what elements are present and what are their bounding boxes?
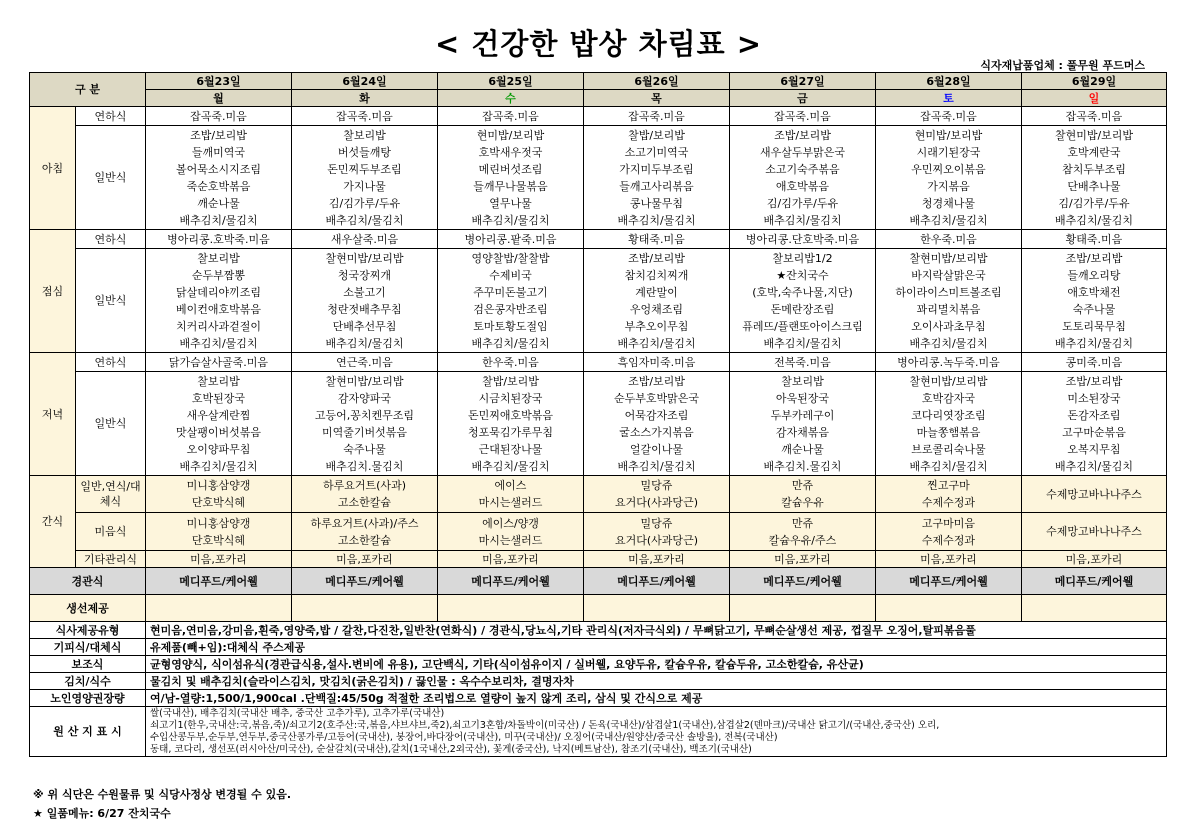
menu-item: 밀당쥬 [640,516,673,530]
menu-item: 계란말이 [635,285,678,299]
supplier-label: 식자재납품업체 : 풀무원 푸드머스 [980,59,1145,72]
soft-meal: 새우살죽.미음 [292,230,438,249]
soft-meal: 한우죽.미음 [876,230,1022,249]
menu-item: 하이라이스미트볼조림 [895,285,1002,299]
menu-item: 찰현미밥/보리밥 [909,251,988,265]
menu-item: 김/김가루/두유 [1058,196,1130,210]
menu-item: 꽈리멸치볶음 [916,302,981,316]
general-meal [730,249,876,353]
menu-item: 배추김치/물김치 [763,336,842,350]
menu-item: 수제망고바나나주스 [1046,487,1142,501]
footnote-change: ※ 위 식단은 수원물류 및 식당사정상 변경될 수 있음. [33,788,292,801]
general-meal [1022,372,1167,476]
info-value: 유제품(빼+임):대체식 주스제공 [146,639,1167,656]
menu-item: 소고기미역국 [624,145,689,159]
origin-value [146,707,1167,757]
snack-general [146,476,292,513]
menu-item: 돈감자조림 [1067,408,1121,422]
menu-item: 칼슘우유/주스 [768,533,837,547]
soft-meal: 닭가슴살사골죽.미음 [146,353,292,372]
tube-meal: 메디푸드/케어웰 [438,568,584,595]
menu-item: 들깨오리탕 [1067,268,1121,282]
weekday-header: 수 [438,90,584,107]
menu-item: 호박계란국 [1067,145,1121,159]
soft-label: 연하식 [76,353,146,372]
soft-meal: 콩미죽.미음 [1022,353,1167,372]
menu-item: 배추김치.물김치 [325,459,404,473]
info-value: 균형영양식, 식이섬유식(경관급식용,설사.변비에 유용), 고단백식, 기타(식이섬유이지 / 실버웰, 요양두유, 칼슘우유, 칼슘두유, 고소한칼슘, 유산균) [146,656,1167,673]
menu-item: 애호박채전 [1067,285,1121,299]
general-label: 일반식 [76,372,146,476]
tube-meal: 메디푸드/케어웰 [584,568,730,595]
snack-other: 미음,포카리 [292,551,438,568]
menu-item: 찰현미밥/보리밥 [909,374,988,388]
snack-general-label: 일반,연식/대체식 [76,476,146,513]
snack-rice [876,513,1022,551]
general-meal [876,372,1022,476]
menu-item: 찰보리밥1/2 [772,251,833,265]
menu-item: 현미밥/보리밥 [476,128,545,142]
menu-item: 찰보리밥 [197,251,240,265]
meal-label: 저녁 [30,353,76,476]
menu-item: 조밥/보리밥 [190,128,247,142]
fish-cell [584,595,730,622]
info-label: 노인영양권장량 [30,690,146,707]
general-meal [292,249,438,353]
snack-other: 미음,포카리 [730,551,876,568]
fish-cell [292,595,438,622]
snack-rice [1022,513,1167,551]
tube-meal: 메디푸드/케어웰 [292,568,438,595]
general-label: 일반식 [76,126,146,230]
menu-item: 깨순나물 [197,196,240,210]
menu-item: 배추김치/물김치 [179,336,258,350]
fish-cell [876,595,1022,622]
weekday-header: 일 [1022,90,1167,107]
fish-cell [438,595,584,622]
menu-item: (호박,숙주나물,지단) [752,285,853,299]
menu-item: 닭살데리야끼조림 [175,285,261,299]
general-meal [146,126,292,230]
menu-item: 배추김치/물김치 [617,459,696,473]
menu-item: 배추김치/물김치 [1054,213,1134,227]
menu-item: 배추김치/물김치 [325,213,404,227]
menu-item: 찰현미밥/보리밥 [1054,128,1134,142]
menu-item: 숙주나물 [1072,302,1116,316]
fish-cell [1022,595,1167,622]
menu-item: 숙주나물 [343,442,386,456]
snack-rice [146,513,292,551]
menu-item: 조밥/보리밥 [628,374,685,388]
general-meal [876,249,1022,353]
menu-item: 얼갈이나물 [629,442,684,456]
menu-item: 요거다(사과당근) [615,533,698,547]
menu-item: 배추김치/물김치 [909,336,988,350]
info-label: 기피식/대체식 [30,639,146,656]
menu-item: 미소된장국 [1067,391,1121,405]
menu-item: 배추김치/물김치 [763,213,842,227]
menu-item: 죽순호박볶음 [186,179,251,193]
menu-item: 퓨레뜨/플랜또아이스크림 [742,319,863,333]
menu-item: 돈민찌애호박볶음 [467,408,553,422]
general-meal [584,372,730,476]
general-meal [730,372,876,476]
snack-general [1022,476,1167,513]
general-meal [1022,249,1167,353]
menu-item: 깨순나물 [781,442,824,456]
tube-meal: 메디푸드/케어웰 [730,568,876,595]
menu-item: 만쥬 [791,479,814,492]
fish-label: 생선제공 [30,595,146,622]
menu-item: 부추오이무침 [624,319,689,333]
date-header: 6월26일 [584,73,730,90]
soft-label: 연하식 [76,230,146,249]
page-title: < 건강한 밥상 차림표 > [434,27,763,61]
menu-table [29,72,1167,757]
menu-item: 우민찌오이볶음 [911,162,986,176]
menu-item: 고구마순볶음 [1062,425,1126,439]
soft-meal: 한우죽.미음 [438,353,584,372]
menu-item: 배추김치/물김치 [471,459,550,473]
menu-item: 고구마미음 [921,516,976,530]
info-value: 물김치 및 배추김치(슬라이스김치, 맛김치(굵은김치) / 끓인물 : 옥수수보리차, 결명자차 [146,673,1167,690]
menu-item: 찰보리밥 [197,374,240,388]
menu-item: 미역줄기버섯볶음 [321,425,407,439]
soft-meal: 병아리콩.녹두죽.미음 [876,353,1022,372]
soft-meal: 병아리콩.단호박죽.미음 [730,230,876,249]
menu-item: 마늘쫑햄볶음 [916,425,981,439]
menu-item: 배추김치/물김치 [617,336,696,350]
menu-item: 볼어묵소시지조림 [175,162,261,176]
meal-label: 간식 [30,476,76,568]
soft-meal: 전복죽.미음 [730,353,876,372]
menu-item: 브로콜리숙나물 [911,442,986,456]
menu-item: 열무나물 [489,196,532,210]
menu-item: 애호박볶음 [775,179,830,193]
menu-item: 아욱된장국 [775,391,830,405]
origin-line: 쌀(국내산), 배추김치(국내산 배추, 중국산 고추가루), 고추가루(국내산) [150,707,445,719]
menu-item: 에이스/양갱 [482,516,539,530]
menu-item: 에이스 [494,479,527,492]
menu-item: 단배추선무침 [332,319,397,333]
info-value: 여/남-열량:1,500/1,900cal .단백질:45/50g 적절한 조리법으로 열량이 높지 않게 조리, 삼식 및 간식으로 제공 [146,690,1167,707]
menu-item: 찰현미밥/보리밥 [325,374,404,388]
menu-item: 배추김치/물김치 [1054,336,1134,350]
soft-meal: 잡곡죽.미음 [292,107,438,126]
menu-item: 마시는샐러드 [478,533,543,547]
snack-other: 미음,포카리 [584,551,730,568]
menu-item: 호박감자국 [921,391,976,405]
snack-rice [730,513,876,551]
menu-item: 코다리엿장조림 [911,408,986,422]
meal-label: 아침 [30,107,76,230]
tube-meal: 메디푸드/케어웰 [1022,568,1167,595]
menu-item: ★잔치국수 [776,268,829,282]
origin-line: 동태, 코다리, 생선포(러시아산/미국산), 순살갈치(국내산),갈치(1국내산,2외국산), 꽃게(중국산), 낙지(베트남산), 참조기(국내산), 백조기(국내산) [150,743,752,755]
fish-cell [146,595,292,622]
menu-item: 찰밥/보리밥 [628,128,685,142]
menu-item: 조밥/보리밥 [628,251,685,265]
snack-general [876,476,1022,513]
menu-item: 찰밥/보리밥 [482,374,539,388]
weekday-header: 월 [146,90,292,107]
menu-item: 들깨고사리볶음 [619,179,694,193]
menu-item: 소고기숙주볶음 [765,162,840,176]
info-value: 현미음,연미음,강미음,흰죽,영양죽,밥 / 갈찬,다진찬,일반찬(연화식) / 경관식,당뇨식,기타 관리식(저자극식외) / 무뼈닭고기, 무뼈순살생선 제공, 껍질무 오징어,탈피볶음풀 [146,622,1167,639]
soft-meal: 잡곡죽.미음 [876,107,1022,126]
menu-item: 순두부짬뽕 [191,268,246,282]
snack-other: 미음,포카리 [876,551,1022,568]
soft-meal: 잡곡죽.미음 [1022,107,1167,126]
weekday-header: 토 [876,90,1022,107]
menu-item: 단호박식혜 [191,496,246,509]
date-header: 6월23일 [146,73,292,90]
menu-item: 김/김가루/두유 [328,196,401,210]
menu-item: 가지미두부조림 [619,162,694,176]
menu-item: 바지락살맑은국 [911,268,986,282]
menu-item: 영양찰밥/찰찰밥 [471,251,550,265]
menu-item: 배추김치/물김치 [325,336,404,350]
menu-item: 요거다(사과당근) [615,496,698,509]
menu-item: 토마토황도절임 [473,319,548,333]
general-meal [292,372,438,476]
general-meal [292,126,438,230]
menu-item: 단배추나물 [1067,179,1121,193]
menu-item: 고소한칼슘 [337,496,392,509]
menu-item: 시래기된장국 [916,145,981,159]
menu-item: 칼슘우유 [781,496,824,509]
snack-other: 미음,포카리 [1022,551,1167,568]
tube-meal: 메디푸드/케어웰 [146,568,292,595]
snack-general [584,476,730,513]
footnote-special: ★ 일품메뉴: 6/27 잔치국수 [33,807,171,820]
menu-item: 근대된장나물 [478,442,543,456]
menu-item: 주꾸미돈불고기 [473,285,548,299]
menu-item: 메린버섯조림 [478,162,543,176]
menu-item: 배추김치.물김치 [763,459,842,473]
general-label: 일반식 [76,249,146,353]
menu-item: 수제수정과 [921,533,976,547]
menu-item: 오복지무침 [1067,442,1121,456]
menu-item: 시금치된장국 [478,391,543,405]
soft-meal: 잡곡죽.미음 [730,107,876,126]
menu-item: 배추김치/물김치 [909,459,988,473]
info-label: 식사제공유형 [30,622,146,639]
soft-meal: 연근죽.미음 [292,353,438,372]
snack-rice [438,513,584,551]
menu-item: 수제망고바나나주스 [1046,525,1142,538]
info-label: 보조식 [30,656,146,673]
menu-item: 찰현미밥/보리밥 [325,251,404,265]
soft-meal: 잡곡죽.미음 [146,107,292,126]
menu-item: 조밥/보리밥 [774,128,831,142]
menu-item: 배추김치/물김치 [1054,459,1134,473]
menu-item: 우엉채조림 [629,302,684,316]
general-meal [876,126,1022,230]
menu-item: 치커리사과겉절이 [175,319,261,333]
menu-item: 버섯들깨탕 [337,145,392,159]
menu-item: 돈메란장조림 [770,302,835,316]
menu-item: 참치김치찌개 [624,268,689,282]
menu-item: 순두부호박맑은국 [613,391,699,405]
menu-item: 검은콩자반조림 [473,302,548,316]
general-meal [584,249,730,353]
menu-item: 들깨무나물볶음 [473,179,548,193]
menu-item: 찐고구마 [927,479,970,492]
menu-item: 가지볶음 [927,179,970,193]
soft-meal: 병아리콩.호박죽.미음 [146,230,292,249]
menu-item: 배추김치/물김치 [617,213,696,227]
date-header: 6월25일 [438,73,584,90]
snack-other-label: 기타관리식 [76,551,146,568]
date-header: 6월24일 [292,73,438,90]
general-meal [438,126,584,230]
date-header: 6월29일 [1022,73,1167,90]
menu-item: 참치두부조림 [1062,162,1126,176]
menu-item: 배추김치/물김치 [179,213,258,227]
menu-item: 청국장찌개 [337,268,392,282]
menu-item: 오이사과초무침 [911,319,986,333]
soft-meal: 황태죽.미음 [584,230,730,249]
weekday-header: 금 [730,90,876,107]
menu-item: 수제수정과 [921,496,976,509]
snack-general [292,476,438,513]
menu-item: 마시는샐러드 [478,496,543,509]
menu-item: 감자채볶음 [775,425,830,439]
origin-line: 쇠고기1(한우,국내산:국,볶음,죽)/쇠고기2(호주산:국,볶음,샤브샤브,죽2),쇠고기3혼합/차돌박이(미국산) / 돈육(국내산)/삼겹살1(국내산),삼겹살2(덴마크)/국내산 닭고기/(국내산,중국산) 오리, [150,719,940,731]
general-meal [584,126,730,230]
info-label: 김치/식수 [30,673,146,690]
date-header: 6월28일 [876,73,1022,90]
menu-item: 조밥/보리밥 [1065,251,1123,265]
general-meal [146,372,292,476]
menu-item: 청경채나물 [921,196,976,210]
snack-other: 미음,포카리 [146,551,292,568]
menu-item: 단호박식혜 [191,533,246,547]
menu-item: 배추김치/물김치 [471,213,550,227]
menu-item: 고소한칼슘 [337,533,392,547]
menu-item: 감자양파국 [337,391,392,405]
menu-item: 청포묵김가루무침 [467,425,553,439]
menu-item: 배추김치/물김치 [909,213,988,227]
menu-item: 하루요거트(사과) [323,479,406,492]
weekday-header: 목 [584,90,730,107]
menu-item: 미니홍삼양갱 [186,479,251,492]
menu-item: 돈민찌두부조림 [327,162,402,176]
menu-item: 조밥/보리밥 [1065,374,1123,388]
snack-general [730,476,876,513]
menu-item: 찰보리밥 [781,374,824,388]
menu-item: 오이양파무침 [186,442,251,456]
snack-rice [584,513,730,551]
category-header: 구 분 [30,73,146,107]
menu-item: 새우살두부맑은국 [759,145,845,159]
menu-item: 배추김치/물김치 [471,336,550,350]
menu-item: 도토리묵무침 [1062,319,1126,333]
soft-meal: 잡곡죽.미음 [584,107,730,126]
menu-item: 고등어,꽁치켄무조림 [314,408,415,422]
menu-item: 미니홍삼양갱 [186,516,251,530]
snack-rice [292,513,438,551]
date-header: 6월27일 [730,73,876,90]
general-meal [438,372,584,476]
origin-label: 원 산 지 표 시 [30,707,146,757]
menu-item: 가지나물 [343,179,386,193]
general-meal [730,126,876,230]
menu-item: 밀당쥬 [640,479,673,492]
menu-item: 새우살계란찜 [186,408,251,422]
soft-meal: 병아리콩.팥죽.미음 [438,230,584,249]
meal-label: 점심 [30,230,76,353]
menu-item: 현미밥/보리밥 [914,128,983,142]
menu-item: 호박새우젓국 [478,145,543,159]
menu-item: 어묵감자조림 [624,408,689,422]
soft-meal: 흑임자미죽.미음 [584,353,730,372]
weekday-header: 화 [292,90,438,107]
menu-item: 맛살팽이버섯볶음 [175,425,261,439]
soft-meal: 잡곡죽.미음 [438,107,584,126]
general-meal [1022,126,1167,230]
menu-item: 수제비국 [489,268,532,282]
general-meal [146,249,292,353]
menu-item: 굴소스가지볶음 [619,425,694,439]
menu-item: 호박된장국 [191,391,246,405]
snack-other: 미음,포카리 [438,551,584,568]
menu-item: 찰보리밥 [343,128,386,142]
menu-item: 청란젓배추무침 [327,302,402,316]
menu-item: 김/김가루/두유 [766,196,839,210]
soft-label: 연하식 [76,107,146,126]
fish-cell [730,595,876,622]
menu-item: 하루요거트(사과)/주스 [310,516,419,530]
snack-general [438,476,584,513]
tube-label: 경관식 [30,568,146,595]
soft-meal: 황태죽.미음 [1022,230,1167,249]
tube-meal: 메디푸드/케어웰 [876,568,1022,595]
snack-rice-label: 미음식 [76,513,146,551]
general-meal [438,249,584,353]
menu-item: 만쥬 [791,516,814,530]
menu-item: 배추김치/물김치 [179,459,258,473]
menu-item: 콩나물무침 [629,196,684,210]
menu-item: 베이컨애호박볶음 [175,302,261,316]
origin-line: 수입산콩두부,순두부,연두부,중국산콩가루/고등어(국내산), 붕장어,바다장어(국내산), 미꾸(국내산)/ 오징어(국내산/원양산/중국산 솔방울), 전복(국내산) [150,731,778,743]
menu-item: 두부카레구이 [770,408,835,422]
menu-item: 소불고기 [343,285,386,299]
menu-item: 들깨미역국 [191,145,246,159]
